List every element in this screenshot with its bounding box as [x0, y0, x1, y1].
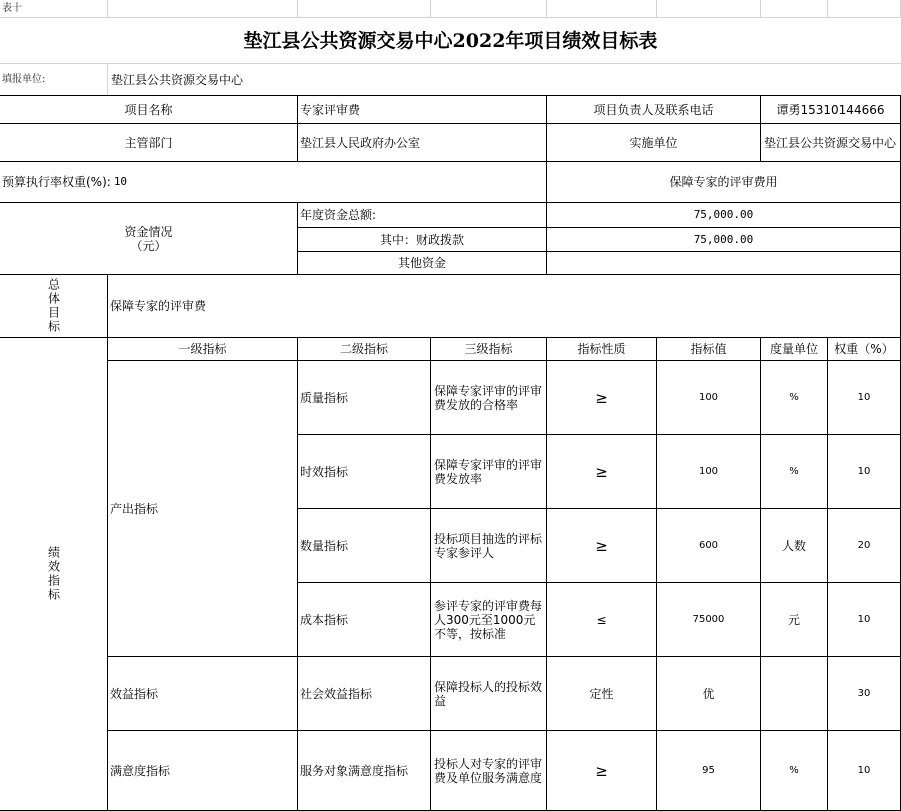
funds-fiscal-label: 其中：财政拨款: [298, 228, 547, 252]
table-row-unit: %: [761, 435, 828, 509]
dept-value: 垫江县人民政府办公室: [298, 124, 547, 162]
table-row-level2: 社会效益指标: [298, 657, 431, 731]
table-row-level2: 时效指标: [298, 435, 431, 509]
table-row-weight: 10: [828, 435, 901, 509]
table-row-unit: [761, 657, 828, 731]
filler-label: 填报单位:: [0, 64, 108, 95]
table-row-nature: ≥: [547, 509, 657, 583]
table-row-unit: 元: [761, 583, 828, 657]
empty-cell: [431, 0, 547, 18]
header-weight: 权重（%）: [828, 338, 901, 361]
budget-rate-label: 预算执行率权重(%):: [2, 175, 111, 189]
table-row-level3: 保障投标人的投标效益: [431, 657, 547, 731]
table-row-level3: 保障专家评审的评审费发放率: [431, 435, 547, 509]
budget-rate-note: 保障专家的评审费用: [547, 162, 901, 203]
table-row-value: 优: [657, 657, 761, 731]
empty-cell: [761, 0, 828, 18]
header-nature: 指标性质: [547, 338, 657, 361]
level1-satisfaction: 满意度指标: [108, 731, 298, 811]
empty-cell: [108, 0, 298, 18]
sheet-label: 表十: [0, 0, 108, 18]
empty-cell: [657, 0, 761, 18]
table-row-level2: 质量指标: [298, 361, 431, 435]
header-unit: 度量单位: [761, 338, 828, 361]
table-row-weight: 10: [828, 361, 901, 435]
table-row-weight: 20: [828, 509, 901, 583]
level1-benefit: 效益指标: [108, 657, 298, 731]
dept-label: 主管部门: [0, 124, 298, 162]
filler-value: 垫江县公共资源交易中心: [111, 72, 244, 87]
table-row-value: 95: [657, 731, 761, 811]
exec-unit-label: 实施单位: [547, 124, 761, 162]
header-value: 指标值: [657, 338, 761, 361]
funds-other-value: [547, 252, 901, 275]
table-row-value: 100: [657, 435, 761, 509]
funds-fiscal-value: 75,000.00: [547, 228, 901, 252]
table-row-level3: 保障专家评审的评审费发放的合格率: [431, 361, 547, 435]
table-row-weight: 30: [828, 657, 901, 731]
project-leader-label: 项目负责人及联系电话: [547, 95, 761, 124]
empty-cell: [547, 0, 657, 18]
budget-rate-field: [0, 162, 547, 203]
table-row-nature: ≥: [547, 731, 657, 811]
header-level2: 二级指标: [298, 338, 431, 361]
table-row-nature: ≤: [547, 583, 657, 657]
header-level3: 三级指标: [431, 338, 547, 361]
funds-total-value: 75,000.00: [547, 203, 901, 228]
table-row-unit: 人数: [761, 509, 828, 583]
overall-goal-label: 总体目标: [0, 275, 108, 338]
table-row-unit: %: [761, 731, 828, 811]
indicators-section-label: 绩效指标: [0, 338, 108, 811]
overall-goal-value: 保障专家的评审费: [108, 275, 901, 338]
funds-other-label: 其他资金: [298, 252, 547, 275]
table-row-unit: %: [761, 361, 828, 435]
table-row-level3: 投标人对专家的评审费及单位服务满意度: [431, 731, 547, 811]
table-row-value: 100: [657, 361, 761, 435]
table-row-value: 75000: [657, 583, 761, 657]
table-row-level2: 服务对象满意度指标: [298, 731, 431, 811]
table-row-level3: 投标项目抽选的评标专家参评人: [431, 509, 547, 583]
project-name-label: 项目名称: [0, 95, 298, 124]
table-row-weight: 10: [828, 731, 901, 811]
table-row-level3: 参评专家的评审费每人300元至1000元不等，按标准: [431, 583, 547, 657]
table-row-level2: 成本指标: [298, 583, 431, 657]
empty-cell: [828, 0, 901, 18]
table-row-nature: 定性: [547, 657, 657, 731]
funds-label: 资金情况 （元）: [0, 203, 298, 275]
empty-cell: [298, 0, 431, 18]
table-row-nature: ≥: [547, 435, 657, 509]
funds-total-label: 年度资金总额:: [298, 203, 547, 228]
table-row-level2: 数量指标: [298, 509, 431, 583]
header-level1: 一级指标: [108, 338, 298, 361]
exec-unit-value: 垫江县公共资源交易中心: [761, 124, 901, 162]
table-row-weight: 10: [828, 583, 901, 657]
project-leader-value: 谭勇15310144666: [761, 95, 901, 124]
page-title: 垫江县公共资源交易中心2022年项目绩效目标表: [0, 18, 901, 64]
project-name-value: 专家评审费: [298, 95, 547, 124]
table-row-value: 600: [657, 509, 761, 583]
level1-output: 产出指标: [108, 361, 298, 657]
table-row-nature: ≥: [547, 361, 657, 435]
budget-rate-value: 10: [113, 175, 128, 188]
